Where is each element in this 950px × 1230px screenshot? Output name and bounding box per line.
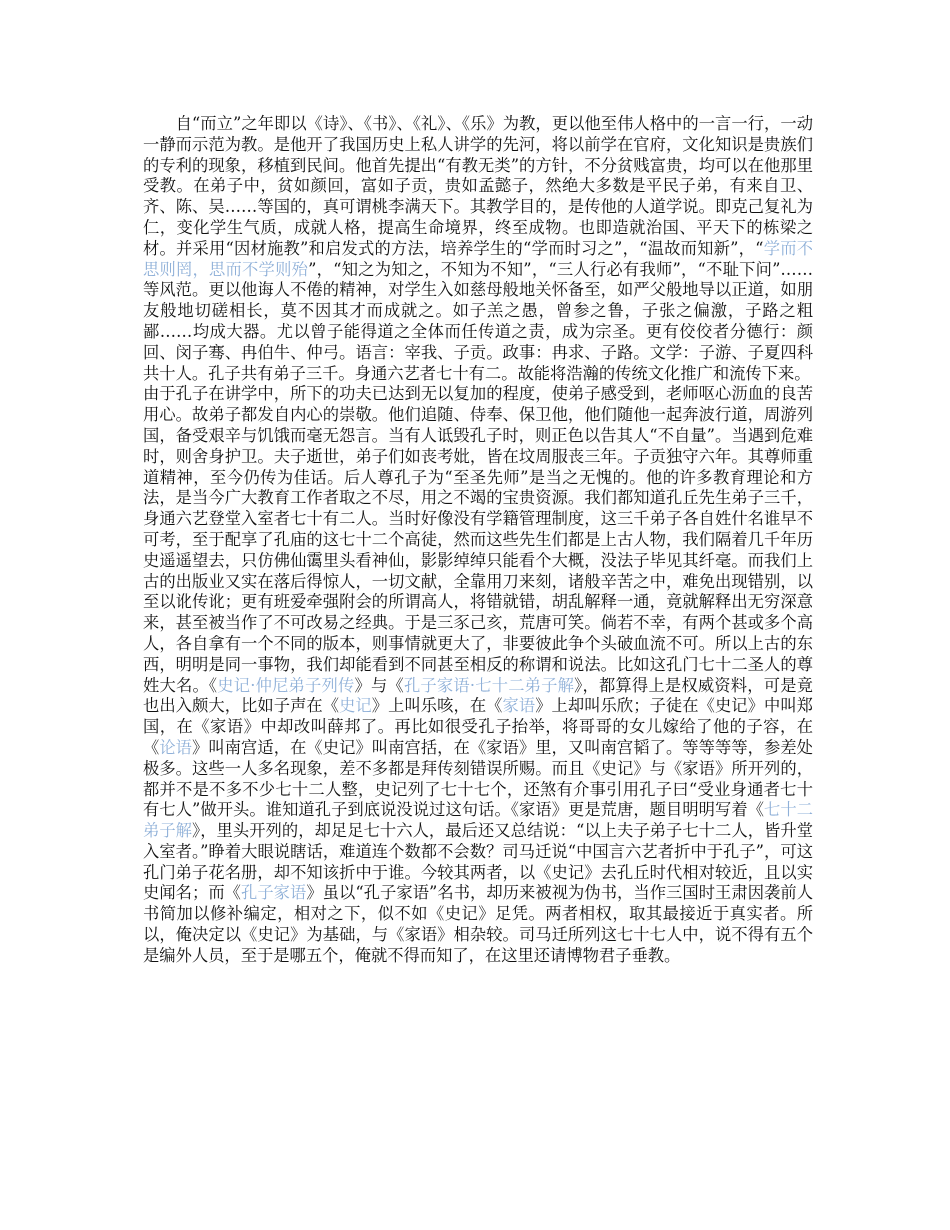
text-run: ”，“知之为知之，不知为不知”，“三人行必有我师”，“不耻下问”……等风范。更以他诲人不倦的精神，对学生入如慈母般地关怀备至，如严父般地导以正道，如朋友般地切磋相长，莫不因其才而成就之。如子羔之愚，曾参之鲁，子张之偏激，子路之粗鄙……均成大器。尤以曾子能得道之全体而任传道之责，成为宗圣。更有佼佼者分德行：颜回、闵子骞、冉伯牛、仲弓。语言：宰我、子贡。政事：冉求、子路。文学：子游、子夏四科共十人。孔子共有弟子三千。身通六艺者七十有二。故能将浩瀚的传统文化推广和流传下来。: [143, 259, 813, 383]
inline-link[interactable]: 史记: [339, 696, 372, 716]
text-run: 》上叫乐咳，在《: [371, 696, 503, 716]
text-run: 》与《: [354, 675, 404, 695]
inline-link[interactable]: 孔子家语: [241, 883, 307, 903]
inline-link[interactable]: 家语: [502, 696, 536, 716]
paragraph-2: [143, 384, 813, 966]
text-run: 》，里头开列的，却足足七十六人，最后还又总结说：“以上夫子弟子七十二人，皆升堂入室者。”睁着大眼说瞎话，难道连个数都不会数？司马迁说“中国言六艺者折中于孔子”，可这孔门弟子花名册，却不知该折中于谁。今较其两者，以《史记》去孔丘时代相对较近，且以实史闻名；而《: [143, 821, 813, 903]
inline-link[interactable]: 学而不思则罔，思而不学则殆: [143, 238, 813, 279]
text-run: 由于孔子在讲学中，所下的功夫已达到无以复加的程度，使弟子感受到，老师呕心沥血的良苦用心。故弟子都发自内心的崇敬。他们追随、侍奉、保卫他，他们随他一起奔波行道，周游列国，备受艰辛与饥饿而毫无怨言。当有人诋毁孔子时，则正色以告其人“不自量”。当遇到危难时，则舍身护卫。夫子逝世，弟子们如丧考妣，皆在坟周服丧三年。子贡独守六年。其尊师重道精神，至今仍传为佳话。后人尊孔子为“至圣先师”是当之无愧的。他的许多教育理论和方法，是当今广大教育工作者取之不尽，用之不竭的宝贵资源。我们都知道孔丘先生弟子三千，身通六艺登堂入室者七十有二人。当时好像没有学籍管理制度，这三千弟子各自姓什名谁早不可考，至于配享了孔庙的这七十二个高徒，然而这些先生们都是上古人物，我们隔着几千年历史遥遥望去，只仿佛仙霭里头看神仙，影影绰绰只能看个大概，没法子毕见其纤毫。而我们上古的出版业又实在落后得惊人，一切文献，全靠用刀来刻，诸般辛苦之中，难免出现错别，以至以讹传讹；更有班爱牵强附会的所谓高人，将错就错，胡乱解释一通，竟就解释出无穷深意来，甚至被当作了不可改易之经典。于是三豕己亥，荒唐可笑。倘若不幸，有两个甚或多个高人，各自拿有一个不同的版本，则事情就更大了，非要彼此争个头破血流不可。所以上古的东西，明明是同一事物，我们却能看到不同甚至相反的称谓和说法。比如这孔门七十二圣人的尊姓大名。《: [143, 384, 813, 695]
inline-link[interactable]: 论语: [159, 737, 193, 757]
text-run: 》叫南宫适，在《史记》叫南宫括，在《家语》里，又叫南宫韬了。等等等等，参差处极多。这些一人多名现象，差不多都是拜传刻错误所赐。而且《史记》与《家语》所开列的，都并不是不多不少七十二人整，史记列了七十七个，还煞有介事引用孔子曰“受业身通者七十有七人”做开头。谁知道孔子到底说没说过这句话。《家语》更是荒唐，题目明明写着《: [143, 737, 813, 820]
document-body: [143, 114, 813, 967]
text-run: 自“而立”之年即以《诗》、《书》、《礼》、《乐》为教，更以他至伟人格中的一言一行，一动一静而示范为教。是他开了我国历史上私人讲学的先河，将以前学在官府，文化知识是贵族们的专利的现象，移植到民间。他首先提出“有教无类”的方针，不分贫贱富贵，均可以在他那里受教。在弟子中，贫如颜回，富如子贡，贵如孟懿子，然绝大多数是平民子弟，有来自卫、齐、陈、吴……等国的，真可谓桃李满天下。其教学目的，是传他的人道学说。即克己复礼为仁，变化学生气质，成就人格，提高生命境界，终至成物。也即造就治国、平天下的栋梁之材。并采用“因材施教”和启发式的方法，培养学生的“学而时习之”，“温故而知新”，“: [143, 114, 813, 258]
inline-link[interactable]: 七十二弟子解: [143, 800, 813, 841]
paragraph-1: [143, 114, 813, 384]
inline-link[interactable]: 孔子家语·七十二弟子解: [403, 675, 575, 695]
text-run: 》虽以“孔子家语”名书，却历来被视为伪书，当作三国时王肃因袭前人书简加以修补编定，相对之下，似不如《史记》足凭。两者相权，取其最接近于真实者。所以，俺决定以《史记》为基础，与《家语》相杂较。司马迁所列这七十七人中，说不得有五个是编外人员，至于是哪五个，俺就不得而知了，在这里还请博物君子垂教。: [143, 883, 813, 965]
inline-link[interactable]: 史记·仲尼弟子列传: [217, 675, 355, 695]
text-run: 》上却叫乐欣；子徒在《史记》中叫郑国，在《家语》中却改叫薛邦了。再比如很受孔子抬举，将哥哥的女儿嫁给了他的子容，在《: [143, 696, 813, 757]
text-run: 》，都算得上是权威资料，可是竟也出入颇大，比如子声在《: [143, 675, 813, 716]
